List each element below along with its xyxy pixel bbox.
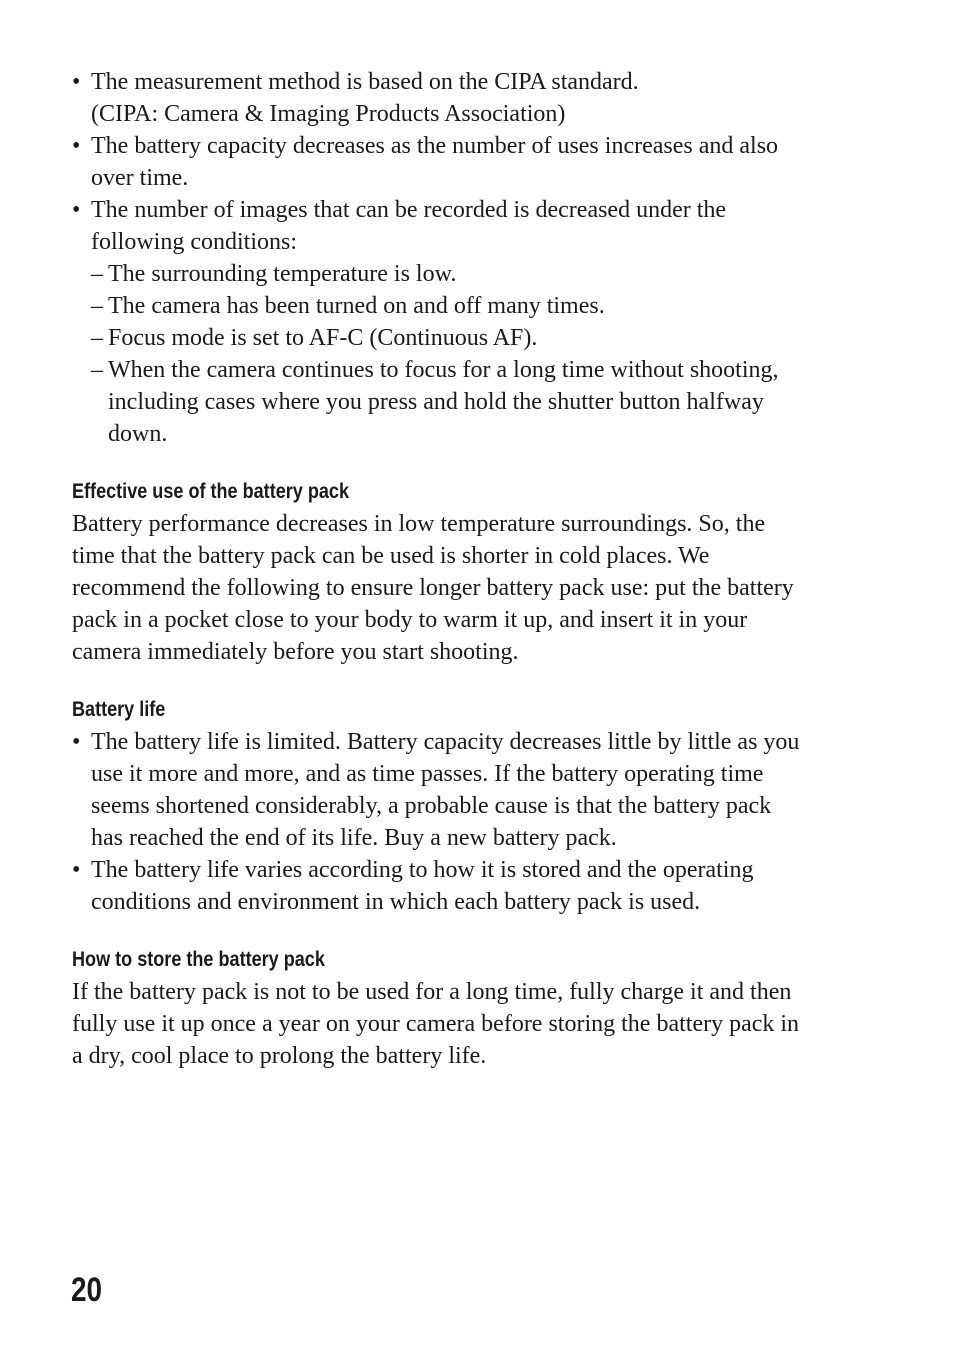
text-line: • The battery capacity decreases as the number of uses increases and also	[91, 133, 779, 159]
bullet-cipa-standard	[72, 66, 852, 130]
text-line: seems shortened considerably, a probable cause is that the battery pack	[91, 793, 772, 819]
text-line: – Focus mode is set to AF-C (Continuous AF).	[108, 325, 538, 351]
text-line: following conditions:	[91, 229, 297, 255]
text-line: – The surrounding temperature is low.	[108, 261, 457, 287]
text-line: recommend the following to ensure longer battery pack use: put the battery	[72, 575, 794, 601]
manual-page-content	[72, 66, 852, 1072]
battery-life-bullet-list	[72, 726, 852, 918]
conditions-list	[91, 258, 852, 450]
condition-continuous-focus	[91, 354, 852, 450]
section-heading-battery-life: Battery life	[72, 698, 166, 721]
text-line: • The measurement method is based on the CIPA standard.	[91, 69, 639, 95]
text-line: has reached the end of its life. Buy a new battery pack.	[91, 825, 617, 851]
text-line: pack in a pocket close to your body to warm it up, and insert it in your	[72, 607, 748, 633]
text-line: over time.	[91, 165, 189, 191]
condition-on-off	[91, 290, 852, 322]
storage-paragraph	[72, 976, 852, 1072]
condition-af-c	[91, 322, 852, 354]
bullet-life-varies	[72, 854, 852, 918]
intro-bullet-list	[72, 66, 852, 450]
condition-low-temperature	[91, 258, 852, 290]
section-heading-effective-use: Effective use of the battery pack	[72, 480, 350, 503]
text-line: a dry, cool place to prolong the battery life.	[72, 1043, 487, 1069]
text-line: (CIPA: Camera & Imaging Products Association)	[91, 101, 566, 127]
text-line: including cases where you press and hold the shutter button halfway	[108, 389, 764, 415]
text-line: – The camera has been turned on and off many times.	[108, 293, 605, 319]
text-line: Battery performance decreases in low temperature surroundings. So, the	[72, 511, 766, 537]
bullet-images-decreased	[72, 194, 852, 450]
text-line: • The battery life is limited. Battery capacity decreases little by little as you	[91, 729, 800, 755]
text-line: If the battery pack is not to be used for a long time, fully charge it and then	[72, 979, 792, 1005]
page-number: 20	[71, 1271, 103, 1309]
text-line: fully use it up once a year on your camera before storing the battery pack in	[72, 1011, 800, 1037]
section-heading-storage: How to store the battery pack	[72, 948, 325, 971]
text-line: use it more and more, and as time passes. If the battery operating time	[91, 761, 764, 787]
bullet-life-limited	[72, 726, 852, 854]
bullet-capacity-decrease	[72, 130, 852, 194]
text-line: • The battery life varies according to how it is stored and the operating	[91, 857, 754, 883]
text-line: down.	[108, 421, 168, 447]
effective-use-paragraph	[72, 508, 852, 668]
text-line: camera immediately before you start shooting.	[72, 639, 519, 665]
text-line: time that the battery pack can be used is shorter in cold places. We	[72, 543, 710, 569]
text-line: – When the camera continues to focus for a long time without shooting,	[108, 357, 779, 383]
text-line: • The number of images that can be recorded is decreased under the	[91, 197, 727, 223]
text-line: conditions and environment in which each battery pack is used.	[91, 889, 701, 915]
